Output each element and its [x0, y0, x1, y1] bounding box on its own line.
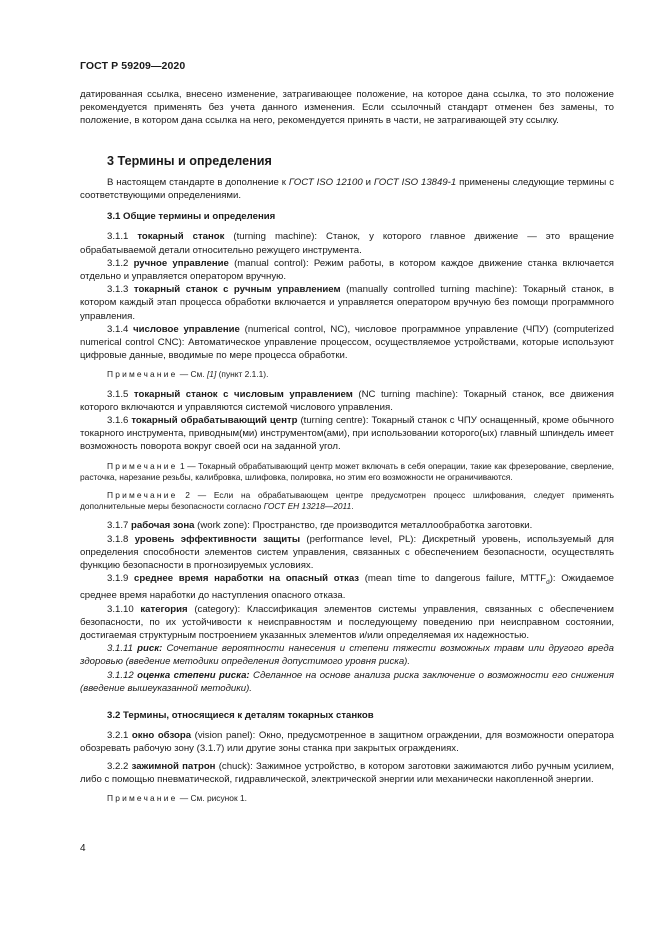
- text-run: 2 — Если на обрабатывающем центре предусмотрен процесс шлифования, следует применять дополнительные меры безопасности согласно: [80, 490, 614, 512]
- term-definition: (performance level, PL): Дискретный уровень, используемый для определения способности элементов систем управления, связанных с обеспечением безопасности, осуществлять функцию безопасности в прогнозируемых условиях.: [80, 533, 614, 572]
- note-3-2-2: [80, 793, 614, 804]
- term-3-1-8: [80, 533, 614, 573]
- term-3-1-1: [80, 230, 614, 256]
- term-number: 3.1.9: [107, 573, 135, 585]
- term-name: числовое управление: [133, 323, 240, 335]
- term-3-1-10: [80, 603, 614, 643]
- term-definition: (work zone): Пространство, где производится металлообработка заготовки.: [194, 520, 533, 532]
- term-definition: Сделанное на основе анализа риска заключение о возможности его снижения (введение вышеуказанной методики).: [80, 669, 614, 694]
- term-definition: (mean time to dangerous failure, MTTF: [359, 573, 547, 585]
- intro-paragraph: датированная ссылка, внесено изменение, затрагивающее положение, на которое дана ссылка, то это положение рекомендуется применять без учета данного изменения. Если ссылочный стандарт отменен без замены, то положение, в котором дана ссылка на него, рекомендуется принять в части, не затрагивающей эту ссылку.: [80, 89, 614, 127]
- note-label: Примечание: [107, 490, 178, 501]
- note-label: Примечание: [107, 460, 178, 471]
- term-number: 3.1.7: [107, 520, 132, 532]
- term-name: токарный станок: [137, 231, 225, 243]
- term-3-2-1: [80, 729, 614, 755]
- subsection-3-2-title: 3.2 Термины, относящиеся к деталям токарных станков: [107, 710, 374, 722]
- term-definition: (NC turning machine): Токарный станок, все движения которого включаются и управляются системой числового управления.: [80, 388, 614, 413]
- term-name: ручное управление: [133, 257, 229, 269]
- term-number: 3.1.11: [107, 643, 138, 655]
- term-name: риск:: [137, 643, 163, 655]
- term-definition: (vision panel): Окно, предусмотренное в защитном ограждении, для возможности оператора обозревать рабочую зону (3.1.7) или другие зоны станка при закрытых ограждениях.: [80, 730, 614, 755]
- term-3-1-5: [80, 388, 614, 414]
- term-definition: (chuck): Зажимное устройство, в котором заготовки зажимаются либо ручным усилием, либо с помощью пневматической, гидравлической, электрической энергии или механически накопленной энергии.: [80, 760, 614, 785]
- term-name: уровень эффективности защиты: [134, 533, 301, 545]
- term-name: токарный станок с числовым управлением: [133, 388, 353, 400]
- term-number: 3.1.12: [107, 669, 138, 681]
- text-run: — См.: [177, 369, 207, 380]
- term-number: 3.1.1: [107, 231, 138, 243]
- term-name: рабочая зона: [131, 520, 195, 532]
- term-3-1-11: [80, 642, 614, 668]
- document-header: ГОСТ Р 59209—2020: [80, 60, 186, 72]
- reference-bibliography: [1]: [206, 369, 217, 380]
- note-label: Примечание: [107, 369, 178, 380]
- term-definition: (manual control): Режим работы, в котором каждое движение станка включается отдельно и управляется оператором вручную.: [80, 257, 614, 283]
- note-3-1-4: [80, 369, 614, 380]
- term-number: 3.1.3: [107, 284, 134, 296]
- term-definition: (category): Классификация элементов системы управления, связанных с обеспечением безопасности, по их устойчивости к неисправностям и последующему поведению при неисправном состоянии, достигаемая структурным построением указанных элементов и/или определяемая их надежностью.: [80, 603, 614, 642]
- term-3-2-2: [80, 760, 614, 786]
- term-definition: ): Ожидаемое среднее время наработки до наступления опасного отказа.: [80, 573, 614, 602]
- term-name: среднее время наработки на опасный отказ: [134, 573, 360, 585]
- note-text: — См. рисунок 1.: [177, 793, 247, 804]
- term-definition: (numerical control, NC), числовое программное управление (ЧПУ) (computerized numerical control CNC): Автоматическое управление процессом, осуществляемое устройствами, которые используют цифровые данные, вводимые по мере процесса обработки.: [80, 323, 614, 362]
- term-3-1-9: [80, 572, 614, 602]
- term-number: 3.1.5: [107, 388, 134, 400]
- text-run: (пункт 2.1.1).: [216, 369, 269, 380]
- reference-gost-iso-13849: ГОСТ ISO 13849-1: [373, 176, 457, 188]
- term-name: токарный станок с ручным управлением: [133, 284, 341, 296]
- text-run: .: [351, 501, 354, 512]
- term-definition: Сочетание вероятности нанесения и степени тяжести возможных травм или другого вреда здоровью (введение методики определения допустимого уровня риска).: [80, 643, 614, 668]
- term-name: оценка степени риска:: [137, 669, 250, 681]
- text-run: применены следующие термины с соответствующими определениями.: [80, 176, 614, 202]
- term-3-1-4: [80, 323, 614, 363]
- term-3-1-6: [80, 414, 614, 454]
- term-definition: (manually controlled turning machine): Токарный станок, в котором каждый этап процесса обработки включается и управляется оператором вручную без помощи программного управления.: [80, 284, 614, 322]
- term-name: токарный обрабатывающий центр: [131, 415, 298, 427]
- term-3-1-12: [80, 669, 614, 695]
- note-label: Примечание: [107, 793, 178, 804]
- subsection-3-1-title: 3.1 Общие термины и определения: [107, 211, 276, 223]
- subscript: d: [546, 579, 550, 587]
- term-number: 3.1.2: [107, 257, 134, 269]
- reference-gost-en-13218: ГОСТ ЕН 13218—2011: [263, 501, 352, 512]
- page-number: 4: [80, 843, 86, 854]
- section-3-title: 3 Термины и определения: [107, 153, 272, 168]
- term-number: 3.1.6: [107, 415, 132, 427]
- section-3-intro: [80, 176, 614, 202]
- document-body: [80, 88, 614, 811]
- term-definition: (turning machine): Станок, у которого главное движение — это вращение обрабатываемой детали относительно режущего инструмента.: [80, 231, 614, 256]
- term-number: 3.1.8: [107, 533, 135, 545]
- text-run: и: [362, 176, 374, 188]
- term-3-1-2: [80, 257, 614, 283]
- term-number: 3.2.1: [107, 730, 132, 742]
- term-definition: (turning centre): Токарный станок с ЧПУ оснащенный, кроме обычного токарного инструмента, приводным(ми) инструментом(ами), при использовании которого(ых) главный шпиндель имеет возможность поворота вокруг своей оси на заданной угол.: [80, 415, 614, 453]
- term-3-1-3: [80, 283, 614, 323]
- note-text: 1 — Токарный обрабатывающий центр может включать в себя операции, такие как фрезерование, сверление, расточка, нарезание резьбы, калибровка, шлифовка, полировка, но этим его возможности не ограничиваются.: [80, 460, 614, 482]
- reference-gost-iso-12100: ГОСТ ISO 12100: [288, 176, 363, 188]
- term-number: 3.1.10: [107, 603, 141, 615]
- term-name: категория: [140, 603, 188, 615]
- term-name: зажимной патрон: [131, 760, 216, 772]
- note-3-1-6-1: [80, 461, 614, 483]
- term-3-1-7: [80, 519, 614, 532]
- term-number: 3.2.2: [107, 760, 132, 772]
- text-run: В настоящем стандарте в дополнение к: [107, 176, 289, 188]
- note-3-1-6-2: [80, 490, 614, 512]
- term-number: 3.1.4: [107, 323, 134, 335]
- term-name: окно обзора: [131, 730, 192, 742]
